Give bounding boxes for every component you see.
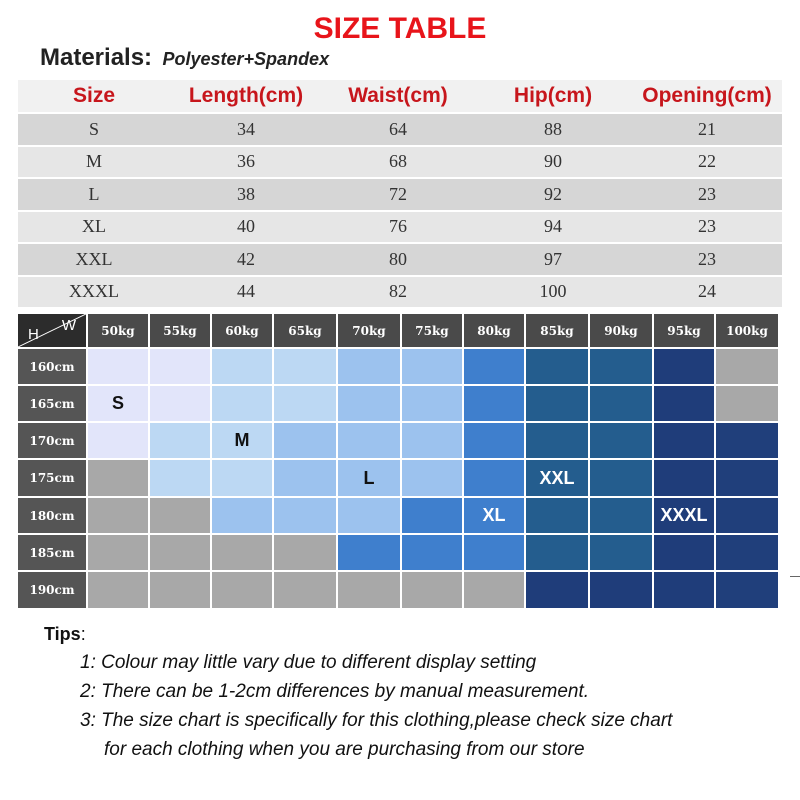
weight-header: 85kg: [526, 314, 588, 347]
cell-size: L: [88, 183, 100, 204]
cell-opening: 23: [698, 248, 716, 269]
cell-length: 40: [237, 216, 255, 237]
size-zone-label: XXXL: [660, 505, 708, 525]
size-table-header: [18, 80, 782, 114]
height-header: 165cm: [18, 386, 86, 421]
tip-item: 2: There can be 1-2cm differences by manual measurement.: [80, 681, 590, 702]
table-row: [18, 212, 782, 245]
size-zone-label: XL: [482, 505, 506, 525]
height-header: 180cm: [18, 498, 86, 533]
fit-cell: [526, 349, 588, 384]
table-row: [18, 114, 782, 147]
fit-cell: [526, 386, 588, 421]
cell-opening: 23: [698, 183, 716, 204]
fit-cell: [338, 349, 400, 384]
cell-size: M: [85, 151, 102, 172]
cell-waist: 68: [389, 151, 407, 172]
table-row: [18, 277, 782, 310]
fit-cell: [338, 535, 400, 570]
header-size: Size: [72, 84, 116, 107]
cell-opening: 24: [698, 281, 716, 302]
corner-weight-label: W: [61, 317, 76, 334]
cell-waist: 76: [389, 216, 407, 237]
fit-cell: [150, 386, 210, 421]
corner-height-label: H: [28, 326, 39, 343]
fit-cell: [212, 535, 272, 570]
tips-colon: :: [80, 624, 86, 644]
size-zone-label: M: [234, 430, 250, 450]
height-header: 170cm: [18, 423, 86, 458]
weight-header: 90kg: [590, 314, 652, 347]
fit-cell: [212, 572, 272, 608]
fit-cell: [590, 498, 652, 533]
fit-cell: [402, 460, 462, 496]
fit-cell: [274, 460, 336, 496]
cell-size: XL: [82, 216, 106, 237]
cell-opening: 23: [698, 216, 716, 237]
cell-waist: 64: [389, 118, 407, 139]
fit-cell: [402, 386, 462, 421]
cell-length: 34: [237, 118, 255, 139]
tips-title: Tips: [44, 624, 81, 644]
size-zone-label: L: [363, 467, 375, 488]
cell-length: 42: [237, 248, 255, 269]
cell-length: 38: [237, 183, 255, 204]
header-waist: Waist(cm): [348, 84, 448, 107]
cell-waist: 80: [389, 248, 407, 269]
fit-cell: [402, 423, 462, 458]
cell-hip: 100: [539, 281, 567, 302]
fit-cell: [654, 386, 714, 421]
fit-cell: [338, 423, 400, 458]
header-hip: Hip(cm): [513, 84, 593, 107]
weight-header: 70kg: [338, 314, 400, 347]
fit-cell: [402, 572, 462, 608]
tips-heading: [44, 624, 86, 645]
fit-cell: [654, 349, 714, 384]
height-weight-fit-grid: [18, 314, 780, 610]
fit-cell: [590, 572, 652, 608]
weight-header: 75kg: [402, 314, 462, 347]
page-title: SIZE TABLE: [313, 12, 487, 45]
fit-cell: [212, 460, 272, 496]
fit-cell: [526, 572, 588, 608]
weight-header: 100kg: [716, 314, 778, 347]
cell-opening: 22: [698, 151, 716, 172]
fit-cell: [526, 535, 588, 570]
header-opening: Opening(cm): [642, 84, 772, 107]
tip-item-continued: for each clothing when you are purchasing from our store: [104, 739, 585, 760]
materials-label: Materials:: [40, 44, 153, 71]
fit-cell: [716, 572, 778, 608]
fit-cell: [590, 423, 652, 458]
fit-cell: [150, 460, 210, 496]
cell-hip: 90: [544, 151, 562, 172]
cell-hip: 94: [544, 216, 562, 237]
fit-cell: [212, 386, 272, 421]
tip-item: 1: Colour may little vary due to different display setting: [80, 652, 537, 673]
weight-header: 55kg: [150, 314, 210, 347]
cell-size: XXL: [75, 248, 113, 269]
materials-line: [40, 44, 329, 72]
fit-cell: [402, 535, 462, 570]
height-header: 175cm: [18, 460, 86, 496]
fit-cell: [402, 498, 462, 533]
fit-cell: [150, 572, 210, 608]
fit-cell: [88, 572, 148, 608]
fit-cell: [274, 349, 336, 384]
weight-header: 50kg: [88, 314, 148, 347]
fit-cell: [88, 535, 148, 570]
fit-cell: [590, 460, 652, 496]
fit-cell: [526, 498, 588, 533]
fit-cell: [716, 535, 778, 570]
fit-cell: [716, 498, 778, 533]
cell-hip: 88: [544, 118, 562, 139]
table-row: [18, 147, 782, 180]
cell-waist: 72: [389, 183, 407, 204]
height-header: 160cm: [18, 349, 86, 384]
fit-cell: [150, 423, 210, 458]
fit-cell: [464, 386, 524, 421]
fit-cell: [274, 535, 336, 570]
header-length: Length(cm): [188, 84, 304, 107]
fit-cell: [88, 423, 148, 458]
height-header: 185cm: [18, 535, 86, 570]
table-row: [18, 179, 782, 212]
cell-hip: 97: [544, 248, 562, 269]
cell-waist: 82: [389, 281, 407, 302]
fit-cell: [274, 423, 336, 458]
cell-size: S: [88, 118, 99, 139]
fit-cell: [590, 386, 652, 421]
weight-header: 60kg: [212, 314, 272, 347]
fit-cell: [654, 535, 714, 570]
fit-cell: [464, 460, 524, 496]
fit-cell: [654, 423, 714, 458]
fit-cell: [338, 386, 400, 421]
fit-cell: [88, 498, 148, 533]
fit-cell: [212, 349, 272, 384]
materials-value: Polyester+Spandex: [162, 49, 330, 69]
fit-cell: [212, 498, 272, 533]
cell-size: XXXL: [69, 281, 119, 302]
fit-cell: [464, 572, 524, 608]
weight-header: 65kg: [274, 314, 336, 347]
divider: [790, 576, 800, 577]
fit-cell: [150, 349, 210, 384]
fit-cell: [526, 423, 588, 458]
size-table: [18, 80, 782, 309]
tip-item: 3: The size chart is specifically for this clothing,please check size chart: [80, 710, 673, 731]
fit-cell: [274, 498, 336, 533]
cell-hip: 92: [544, 183, 562, 204]
fit-cell: [464, 535, 524, 570]
size-zone-label: S: [111, 393, 124, 413]
fit-cell: [716, 460, 778, 496]
fit-cell: [464, 423, 524, 458]
fit-cell: [88, 349, 148, 384]
weight-header: 80kg: [464, 314, 524, 347]
fit-cell: [88, 460, 148, 496]
fit-cell: [716, 349, 778, 384]
fit-cell: [274, 572, 336, 608]
fit-cell: [150, 535, 210, 570]
fit-cell: [716, 386, 778, 421]
fit-cell: [464, 349, 524, 384]
fit-cell: [590, 349, 652, 384]
fit-cell: [716, 423, 778, 458]
cell-length: 36: [237, 151, 255, 172]
fit-cell: [590, 535, 652, 570]
cell-length: 44: [237, 281, 255, 302]
fit-cell: [654, 572, 714, 608]
cell-opening: 21: [698, 118, 716, 139]
height-header: 190cm: [18, 572, 86, 608]
fit-cell: [338, 498, 400, 533]
fit-cell: [150, 498, 210, 533]
corner-header: [18, 314, 86, 347]
size-zone-label: XXL: [539, 467, 575, 488]
fit-cell: [402, 349, 462, 384]
fit-cell: [338, 572, 400, 608]
fit-cell: [274, 386, 336, 421]
weight-header: 95kg: [654, 314, 714, 347]
fit-cell: [654, 460, 714, 496]
table-row: [18, 244, 782, 277]
